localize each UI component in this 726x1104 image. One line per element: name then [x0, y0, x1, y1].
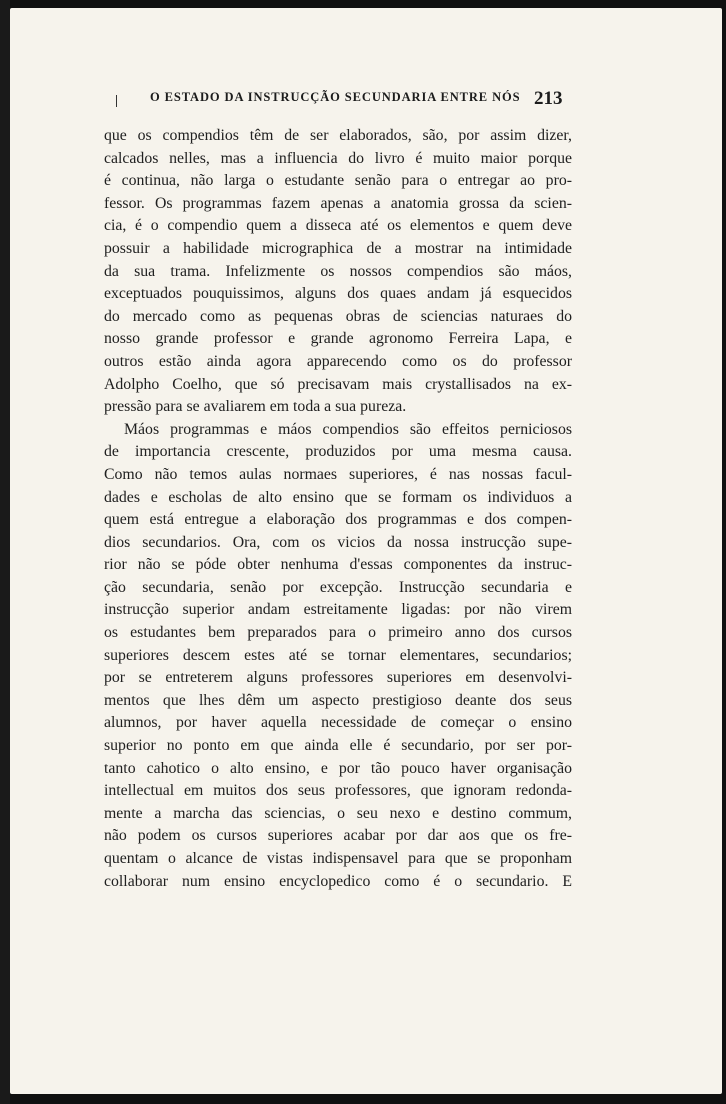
text-line: dades e escholas de alto ensino que se formam os individuos a [104, 488, 572, 506]
text-line: ção secundaria, senão por excepção. Instrucção secundaria e [104, 578, 572, 596]
text-line: superiores descem estes até se tornar elementares, secundarios; [104, 646, 572, 664]
text-line: Máos programmas e máos compendios são effeitos perniciosos [124, 420, 572, 438]
page-number: 213 [534, 88, 563, 109]
text-line: collaborar num ensino encyclopedico como é o secundario. E [104, 872, 572, 890]
text-line: da sua trama. Infelizmente os nossos compendios são máos, [104, 262, 572, 280]
text-line: superior no ponto em que ainda elle é secundario, por ser por- [104, 737, 572, 755]
body-text [104, 125, 572, 893]
text-line: outros estão ainda agora apparecendo como os do professor [104, 352, 572, 370]
text-line: possuir a habilidade micrographica de a mostrar na intimidade [104, 239, 572, 257]
text-line: fessor. Os programmas fazem apenas a anatomia grossa da scien- [104, 194, 572, 212]
page-header [150, 88, 576, 112]
text-line: que os compendios têm de ser elaborados, são, por assim dizer, [104, 127, 572, 144]
text-line: os estudantes bem preparados para o primeiro anno dos cursos [104, 624, 572, 642]
text-line: intellectual em muitos dos seus professores, que ignoram redonda- [104, 782, 572, 800]
text-line: rior não se póde obter nenhuma d'essas componentes da instruc- [104, 556, 572, 574]
text-line: de importancia crescente, produzidos por uma mesma causa. [104, 443, 572, 461]
margin-mark [116, 95, 117, 107]
text-line: quem está entregue a elaboração dos programmas e dos compen- [104, 511, 572, 529]
page-gutter-shadow [0, 0, 10, 1104]
text-line: calcados nelles, mas a influencia do livro é muito maior porque [104, 149, 572, 167]
text-line: nosso grande professor e grande agronomo Ferreira Lapa, e [104, 330, 572, 348]
text-line: mente a marcha das sciencias, o seu nexo e destino commum, [104, 804, 572, 822]
text-line: alumnos, por haver aquella necessidade de começar o ensino [104, 714, 572, 732]
text-line: do mercado como as pequenas obras de sciencias naturaes do [104, 307, 572, 325]
text-line: mentos que lhes dêm um aspecto prestigioso deante dos seus [104, 691, 572, 709]
text-line: exceptuados pouquissimos, alguns dos quaes andam já esquecidos [104, 285, 572, 303]
text-line: tanto cahotico o alto ensino, e por tão pouco haver organisação [104, 759, 572, 777]
text-line: não podem os cursos superiores acabar por dar aos que os fre- [104, 827, 572, 845]
text-line: cia, é o compendio quem a disseca até os elementos e quem deve [104, 217, 572, 235]
text-line: por se entreterem alguns professores superiores em desenvolvi- [104, 669, 572, 687]
text-line: é continua, não larga o estudante senão para o entregar ao pro- [104, 172, 572, 190]
text-line: dios secundarios. Ora, com os vicios da nossa instrucção supe- [104, 533, 572, 551]
text-line: Como não temos aulas normaes superiores, é nas nossas facul- [104, 465, 572, 483]
text-line: pressão para se avaliarem em toda a sua pureza. [104, 398, 407, 416]
running-title: O ESTADO DA INSTRUCÇÃO SECUNDARIA ENTRE NÓS [150, 90, 521, 104]
text-line: Adolpho Coelho, que só precisavam mais crystallisados na ex- [104, 375, 572, 393]
text-line: instrucção superior andam estreitamente ligadas: por não virem [104, 601, 572, 619]
text-line: quentam o alcance de vistas indispensavel para que se proponham [104, 850, 572, 867]
